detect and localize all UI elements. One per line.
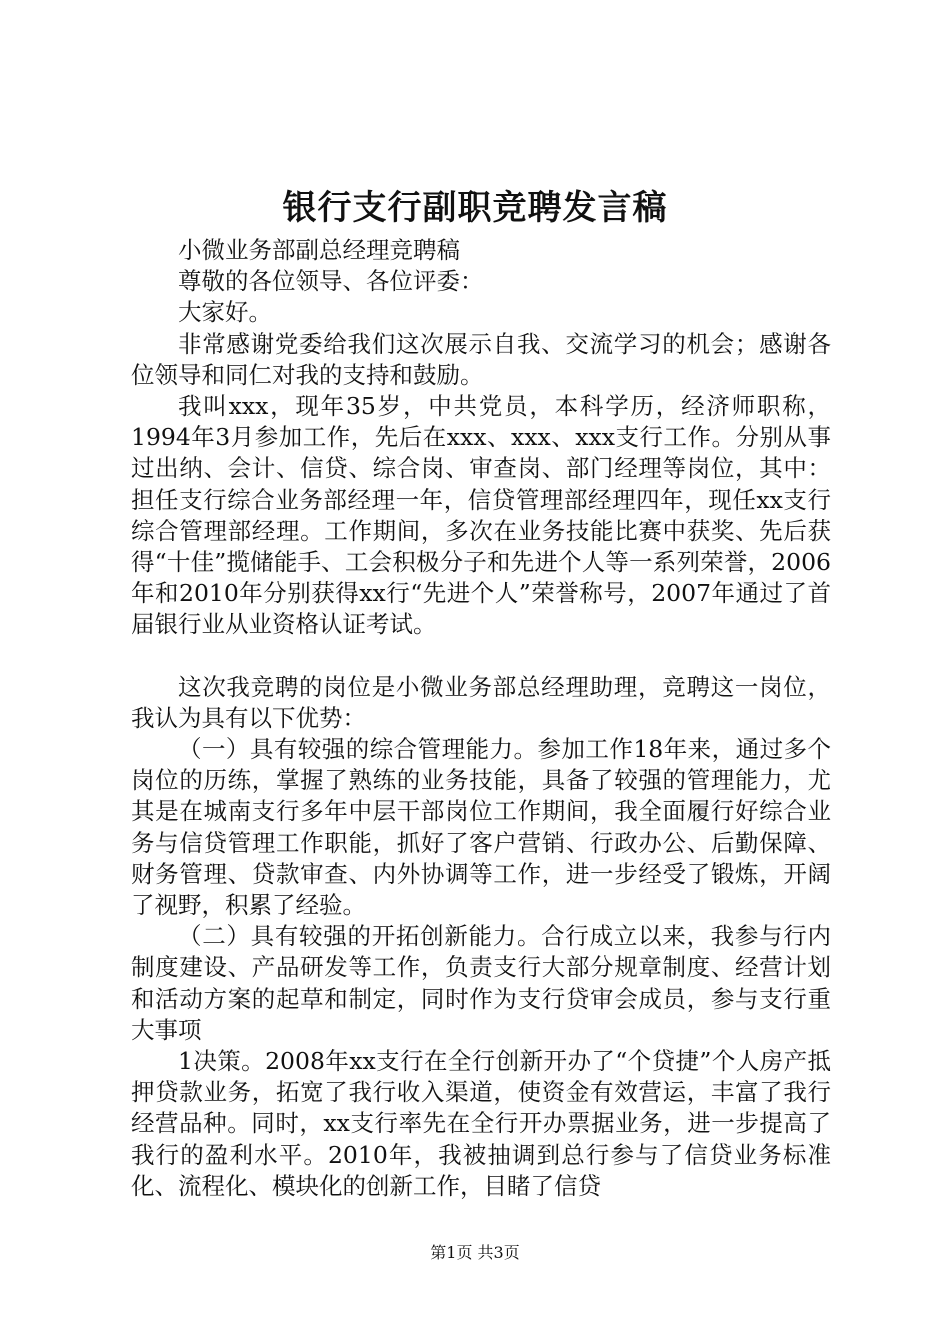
paragraph-advantage-1: （一）具有较强的综合管理能力。参加工作18年来，通过多个岗位的历练，掌握了熟练的业务技能，具备了较强的管理能力，尤其是在城南支行多年中层干部岗位工作期间，我全面履行好综合业务与信贷管理工作职能，抓好了客户营销、行政办公、后勤保障、财务管理、贷款审查、内外协调等工作，进一步经受了锻炼，开阔了视野，积累了经验。 [131, 735, 831, 920]
paragraph-subtitle: 小微业务部副总经理竞聘稿 [178, 236, 460, 264]
paragraph-position: 这次我竞聘的岗位是小微业务部总经理助理，竞聘这一岗位，我认为具有以下优势： [131, 672, 831, 732]
document-title: 银行支行副职竞聘发言稿 [282, 188, 668, 228]
paragraph-advantage-2: （二）具有较强的开拓创新能力。合行成立以来，我参与行内制度建设、产品研发等工作，负责支行大部分规章制度、经营计划和活动方案的起草和制定，同时作为支行贷审会成员，参与支行重大事项 [131, 922, 831, 1044]
paragraph-greeting: 大家好。 [178, 298, 272, 327]
paragraph-thanks: 非常感谢党委给我们这次展示自我、交流学习的机会；感谢各位领导和同仁对我的支持和鼓励。 [131, 329, 831, 389]
paragraph-decision: 1决策。2008年xx支行在全行创新开办了“个贷捷”个人房产抵押贷款业务，拓宽了我行收入渠道，使资金有效营运，丰富了我行经营品种。同时，xx支行率先在全行开办票据业务，进一步提高了我行的盈利水平。2010年，我被抽调到总行参与了信贷业务标准化、流程化、模块化的创新工作，目睹了信贷 [131, 1047, 831, 1200]
paragraph-salutation: 尊敬的各位领导、各位评委： [178, 267, 484, 296]
page-footer: 第1页 共3页 [430, 1243, 520, 1262]
paragraph-self-intro: 我叫xxx，现年35岁，中共党员，本科学历，经济师职称，1994年3月参加工作，先后在xxx、xxx、xxx支行工作。分别从事过出纳、会计、信贷、综合岗、审查岗、部门经理等岗位，其中：担任支行综合业务部经理一年，信贷管理部经理四年，现任xx支行综合管理部经理。工作期间，多次在业务技能比赛中获奖、先后获得“十佳”揽储能手、工会积极分子和先进个人等一系列荣誉，2006年和2010年分别获得xx行“先进个人”荣誉称号，2007年通过了首届银行业从业资格认证考试。 [131, 392, 831, 639]
document-body [131, 235, 831, 1202]
